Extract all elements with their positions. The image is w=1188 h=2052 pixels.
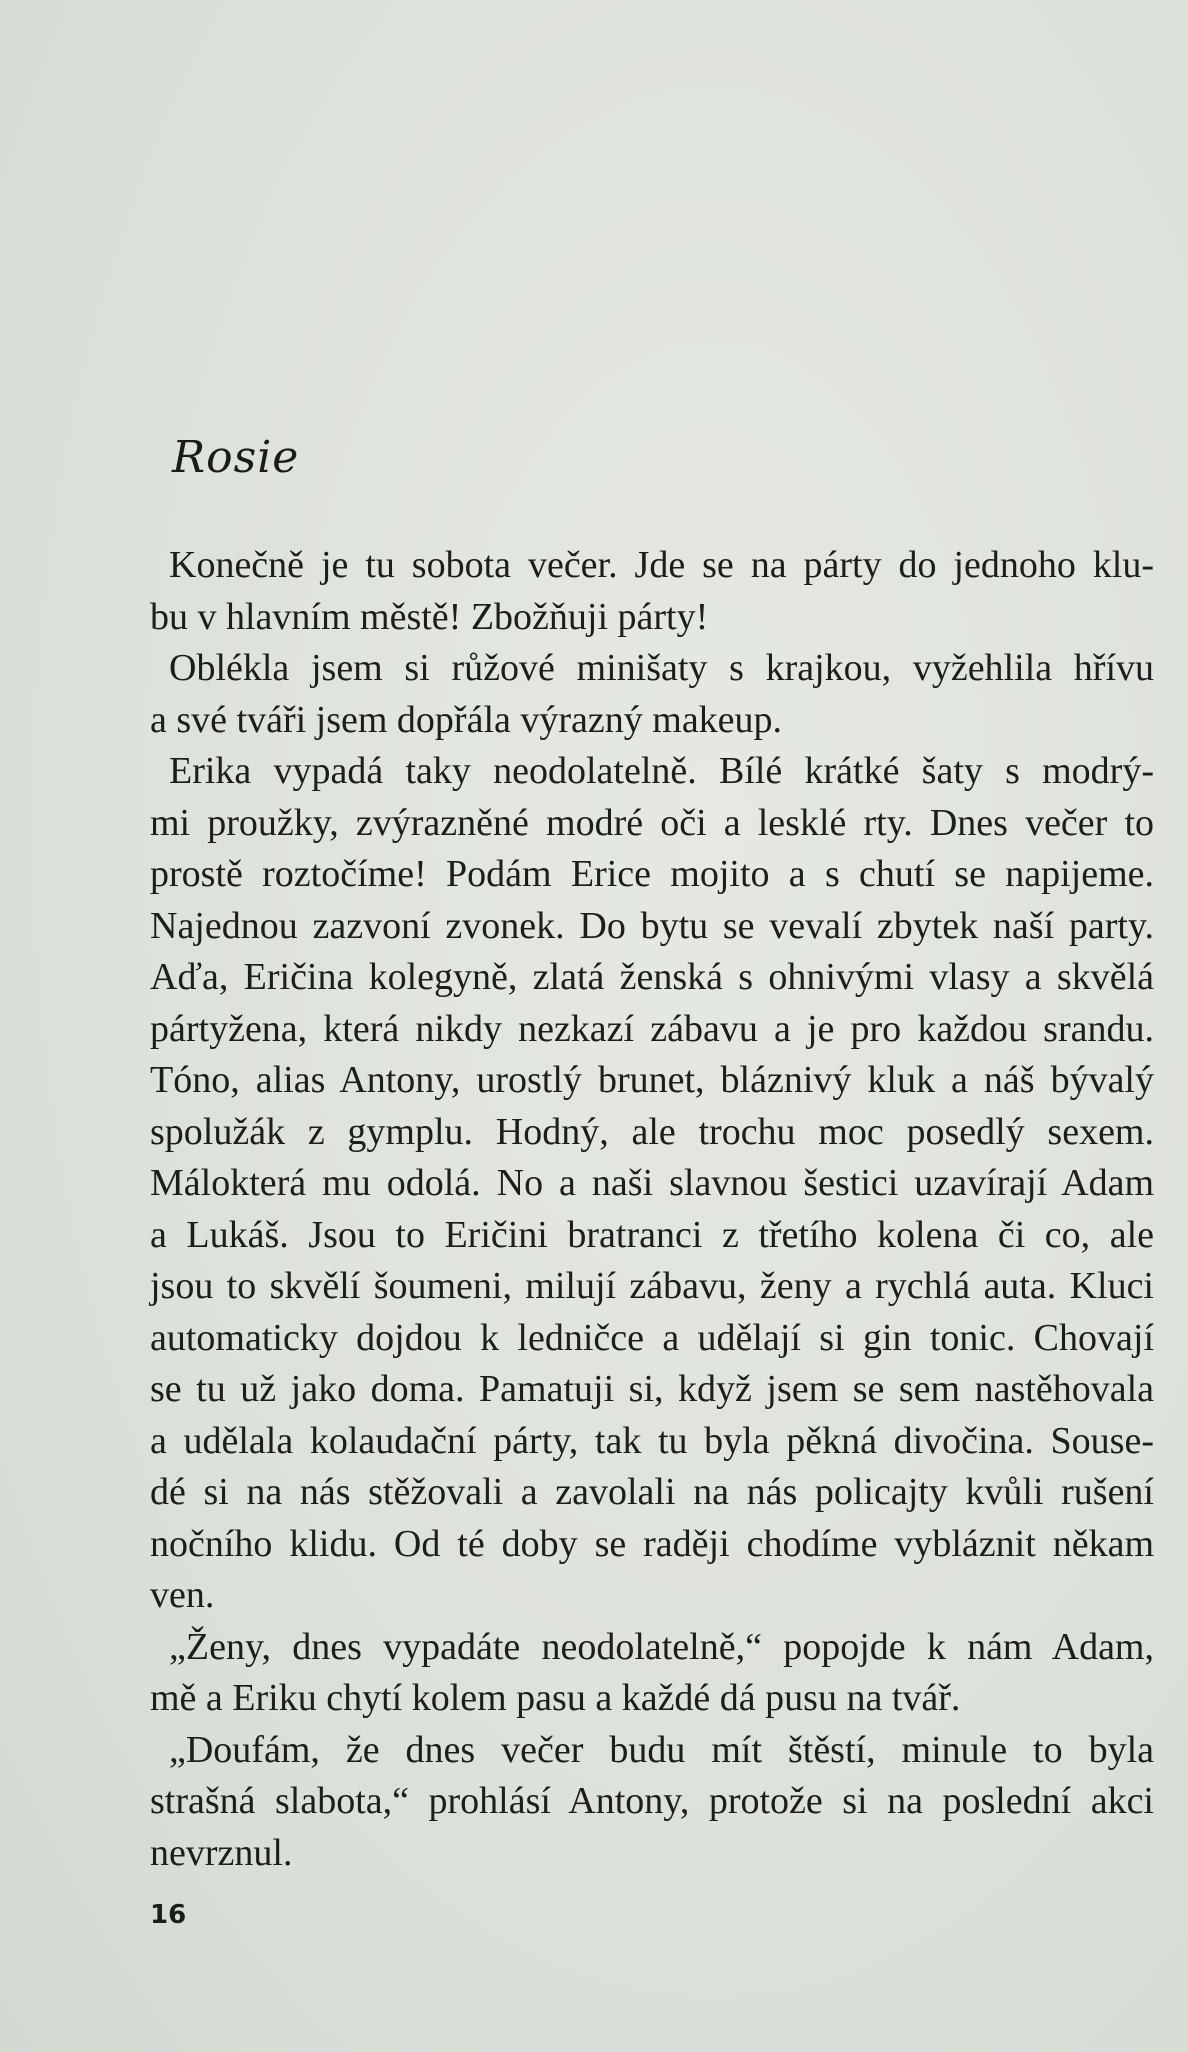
text-line: Konečně je tu sobota večer. Jde se na párty do jednoho klu-	[169, 544, 1154, 586]
chapter-title: Rosie	[172, 432, 300, 483]
text-line: automaticky dojdou k ledničce a udělají si gin tonic. Chovají	[150, 1316, 1154, 1359]
text-line: dé si na nás stěžovali a zavolali na nás policajty kvůli rušení	[150, 1471, 1154, 1513]
body-text	[150, 540, 1154, 1879]
text-line: a Lukáš. Jsou to Eričini bratranci z třetího kolena či co, ale	[150, 1213, 1154, 1256]
text-line: bu v hlavním městě! Zbožňuji párty!	[150, 595, 709, 638]
text-line: Málokterá mu odolá. No a naši slavnou šestici uzavírají Adam	[150, 1162, 1154, 1204]
text-line: ven.	[150, 1574, 215, 1616]
page-number: 16	[150, 1900, 187, 1930]
text-line: nevrznul.	[150, 1831, 293, 1874]
text-line: „Doufám, že dnes večer budu mít štěstí, minule to byla	[169, 1728, 1154, 1771]
text-line: mě a Eriku chytí kolem pasu a každé dá pusu na tvář.	[150, 1677, 961, 1719]
text-line: Aďa, Eričina kolegyně, zlatá ženská s ohnivými vlasy a skvělá	[150, 956, 1154, 998]
text-line: pártyžena, která nikdy nezkazí zábavu a je pro každou srandu.	[150, 1007, 1154, 1050]
text-line: spolužák z gymplu. Hodný, ale trochu moc posedlý sexem.	[150, 1110, 1154, 1153]
text-line: Najednou zazvoní zvonek. Do bytu se vevalí zbytek naší party.	[150, 904, 1154, 947]
text-line: jsou to skvělí šoumeni, milují zábavu, ženy a rychlá auta. Kluci	[150, 1265, 1154, 1307]
text-line: Erika vypadá taky neodolatelně. Bílé krátké šaty s modrý-	[169, 750, 1154, 792]
text-line: mi proužky, zvýrazněné modré oči a lesklé rty. Dnes večer to	[150, 801, 1154, 844]
text-line: a své tváři jsem dopřála výrazný makeup.	[150, 698, 783, 741]
text-line: Tóno, alias Antony, urostlý brunet, bláznivý kluk a náš bývalý	[150, 1059, 1154, 1101]
text-line: prostě roztočíme! Podám Erice mojito a s chutí se napijeme.	[150, 853, 1154, 895]
text-line: nočního klidu. Od té doby se raději chodíme vybláznit někam	[150, 1522, 1154, 1565]
text-line: a udělala kolaudační párty, tak tu byla pěkná divočina. Souse-	[150, 1419, 1154, 1462]
text-line: se tu už jako doma. Pamatuji si, když jsem se sem nastěhovala	[150, 1368, 1154, 1410]
text-line: „Ženy, dnes vypadáte neodolatelně,“ popojde k nám Adam,	[169, 1625, 1154, 1668]
text-line: Oblékla jsem si růžové minišaty s krajkou, vyžehlila hřívu	[169, 647, 1154, 689]
text-line: strašná slabota,“ prohlásí Antony, protože si na poslední akci	[150, 1780, 1154, 1822]
